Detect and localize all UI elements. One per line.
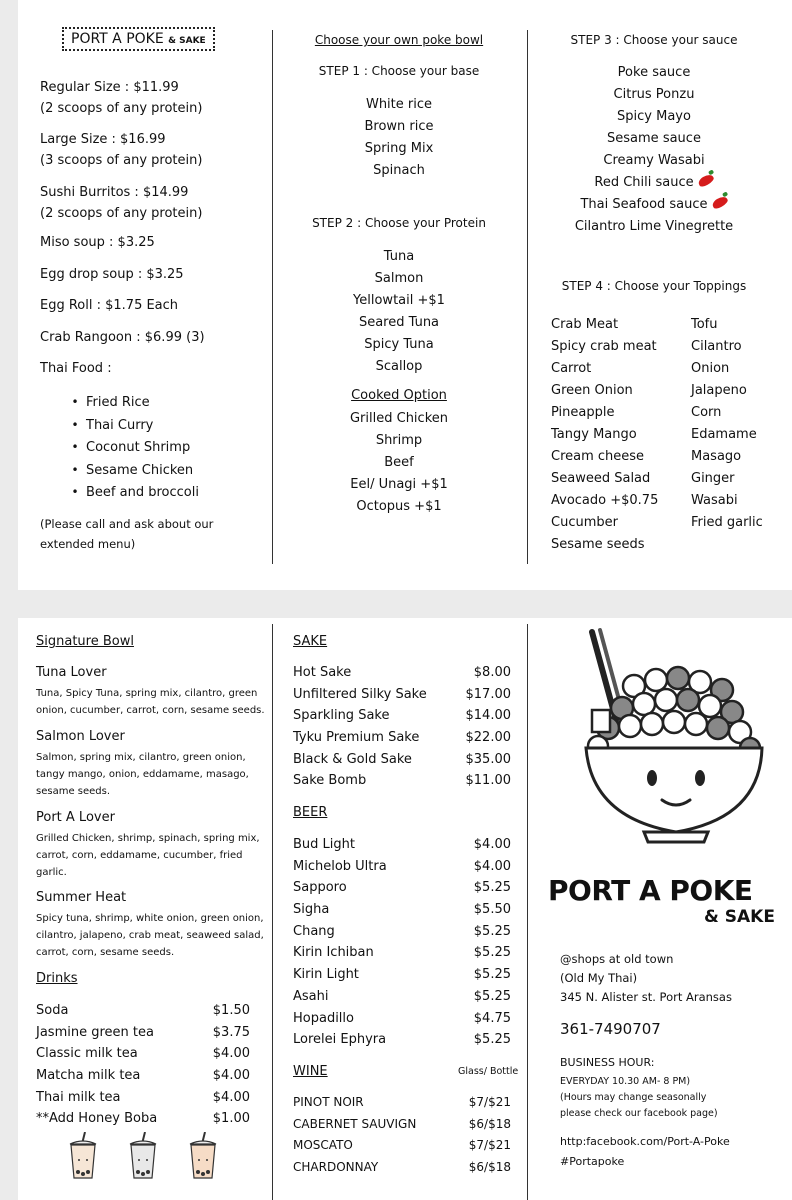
location-block <box>560 950 732 1007</box>
large-size-price: Large Size : $16.99 <box>40 132 166 147</box>
sauce-label: Red Chili sauce <box>594 175 694 190</box>
egg-roll-price: Egg Roll : $1.75 Each <box>40 298 179 313</box>
list-item <box>534 172 774 194</box>
sushi-burrito-note: (2 scoops of any protein) <box>40 206 203 221</box>
list-item: Carrot <box>551 361 592 376</box>
note-line: (Please call and ask about our <box>40 517 214 531</box>
column-divider <box>272 30 273 564</box>
list-item: Wasabi <box>691 493 738 508</box>
address-line: @shops at old town <box>560 952 674 966</box>
item-name: **Add Honey Boba <box>36 1111 158 1127</box>
column-divider <box>527 624 528 1200</box>
list-item: • Sesame Chicken <box>64 459 199 482</box>
item-price: $22.00 <box>465 730 511 746</box>
step4-title: STEP 4 : Choose your Toppings <box>561 279 747 293</box>
list-item <box>293 684 511 706</box>
item-name: Soda <box>36 1003 69 1018</box>
item-price: $4.00 <box>212 1046 250 1062</box>
list-item <box>36 1000 250 1022</box>
list-item: Cilantro Lime Vinegrette <box>574 219 734 234</box>
pricing-list <box>40 77 202 119</box>
list-item: Spinach <box>373 163 425 178</box>
item-price: $11.00 <box>465 773 511 789</box>
boba-cup-icon <box>186 1132 220 1180</box>
list-item <box>293 1008 511 1030</box>
list-item: • Fried Rice <box>64 391 199 414</box>
menu-panel-top <box>18 0 792 590</box>
list-item: Grilled Chicken <box>349 411 448 426</box>
item-price: $4.00 <box>473 837 511 852</box>
item-price: $1.00 <box>212 1111 250 1127</box>
item-price: $6/$18 <box>468 1116 511 1131</box>
thai-food-list <box>64 391 199 504</box>
bowl-description: Grilled Chicken, shrimp, spinach, spring mix, carrot, corn, eddamame, cucumber, fried garlic. <box>36 833 260 878</box>
item-price: $3.75 <box>212 1024 250 1040</box>
list-item <box>293 1135 511 1157</box>
list-item: Tangy Mango <box>551 427 637 442</box>
drinks-list <box>36 1000 250 1130</box>
list-item: Seared Tuna <box>358 315 440 330</box>
list-item: Cucumber <box>551 515 618 530</box>
step3-title: STEP 3 : Choose your sauce <box>570 33 738 47</box>
column-divider <box>272 624 273 1200</box>
list-item <box>293 986 511 1008</box>
list-item: Scallop <box>375 359 423 374</box>
list-item <box>293 899 511 921</box>
logo-text: PORT A POKE <box>71 31 164 47</box>
list-item <box>293 1114 511 1136</box>
list-item <box>293 749 511 771</box>
list-item: Eel/ Unagi +$1 <box>350 477 448 492</box>
hours-line: EVERYDAY 10.30 AM- 8 PM) <box>560 1076 691 1087</box>
item-name: Michelob Ultra <box>293 858 387 874</box>
brand-amp: & SAKE <box>704 907 775 927</box>
phone-number[interactable]: 361-7490707 <box>560 1020 661 1038</box>
list-item: Tofu <box>691 317 718 332</box>
list-item: Tuna <box>383 249 415 264</box>
list-item: • Coconut Shrimp <box>64 436 199 459</box>
list-item: Spicy Tuna <box>364 337 434 352</box>
list-item <box>36 1022 250 1044</box>
item-name: Sake Bomb <box>293 773 367 789</box>
item-price: $4.00 <box>212 1068 250 1084</box>
item-name: Lorelei Ephyra <box>293 1032 387 1048</box>
list-item <box>293 770 511 792</box>
item-price: $5.25 <box>473 1032 511 1048</box>
cooked-option-title: Cooked Option <box>351 388 447 403</box>
list-item: Citrus Ponzu <box>613 87 695 102</box>
list-item: Cilantro <box>691 339 742 354</box>
item-price: $5.25 <box>473 945 511 961</box>
list-item <box>293 856 511 878</box>
item-name: Tyku Premium Sake <box>293 730 420 746</box>
large-size-note: (3 scoops of any protein) <box>40 153 203 168</box>
list-item: Crab Meat <box>551 317 619 332</box>
list-item: White rice <box>365 97 433 112</box>
list-item: Sesame seeds <box>551 537 645 552</box>
step1-title: STEP 1 : Choose your base <box>318 64 480 78</box>
list-item: Jalapeno <box>691 383 747 398</box>
item-name: Asahi <box>293 988 329 1004</box>
list-item: Avocado +$0.75 <box>551 493 659 508</box>
list-item: Brown rice <box>364 119 434 134</box>
sushi-burrito-price: Sushi Burritos : $14.99 <box>40 185 189 200</box>
sauce-label: Thai Seafood sauce <box>580 197 708 212</box>
item-name: Sapporo <box>293 880 347 896</box>
facebook-link[interactable]: http:facebook.com/Port-A-Poke <box>560 1135 730 1148</box>
list-item: Spring Mix <box>364 141 434 156</box>
item-name: Sparkling Sake <box>293 708 390 724</box>
extended-menu-note <box>40 514 213 554</box>
list-item <box>293 662 511 684</box>
item-price: $5.50 <box>473 902 511 918</box>
item-name: Kirin Ichiban <box>293 945 374 961</box>
list-item <box>293 705 511 727</box>
address-line: (Old My Thai) <box>560 971 638 985</box>
item-price: $4.75 <box>473 1010 511 1026</box>
bowl-description: Spicy tuna, shrimp, white onion, green onion, cilantro, jalapeno, crab meat, seaweed salad, carrot, corn, sesame seeds. <box>36 913 264 958</box>
list-item <box>534 194 774 216</box>
item-price: $6/$18 <box>468 1160 511 1175</box>
item-name: Hopadillo <box>293 1010 354 1026</box>
list-item: Yellowtail +$1 <box>353 293 445 308</box>
list-item: Beef <box>384 455 414 470</box>
hours-line: please check our facebook page) <box>560 1108 718 1119</box>
bowl-name: Tuna Lover <box>36 665 107 680</box>
list-item <box>293 1029 511 1051</box>
signature-bowl-title: Signature Bowl <box>36 634 134 649</box>
address-line: 345 N. Alister st. Port Aransas <box>560 990 732 1004</box>
list-item: • Thai Curry <box>64 414 199 437</box>
item-price: $7/$21 <box>468 1138 511 1153</box>
item-price: $5.25 <box>473 923 511 939</box>
list-item: Creamy Wasabi <box>603 153 705 168</box>
item-name: Thai milk tea <box>36 1089 121 1105</box>
list-item: Shrimp <box>375 433 423 448</box>
egg-drop-soup-price: Egg drop soup : $3.25 <box>40 267 184 282</box>
list-item: Poke sauce <box>617 65 691 80</box>
item-name: Chang <box>293 923 335 939</box>
chili-pepper-icon <box>710 195 728 211</box>
wine-list <box>293 1092 511 1179</box>
item-name: PINOT NOIR <box>293 1095 364 1109</box>
list-item: Cream cheese <box>551 449 645 464</box>
list-item: Salmon <box>374 271 424 286</box>
item-name: Hot Sake <box>293 665 352 680</box>
list-item: Pineapple <box>551 405 615 420</box>
item-price: $5.25 <box>473 967 511 983</box>
item-price: $17.00 <box>465 686 511 702</box>
regular-size-price: Regular Size : $11.99 <box>40 80 179 95</box>
item-price: $14.00 <box>465 708 511 724</box>
item-name: Black & Gold Sake <box>293 751 412 767</box>
chili-pepper-icon <box>696 173 714 189</box>
wine-price-header: Glass/ Bottle <box>458 1066 519 1077</box>
drinks-title: Drinks <box>36 971 78 986</box>
item-price: $1.50 <box>212 1003 250 1018</box>
list-item <box>36 1087 250 1109</box>
regular-size-note: (2 scoops of any protein) <box>40 101 203 116</box>
burrito-block <box>40 182 202 224</box>
menu-panel-bottom <box>18 618 792 1200</box>
item-name: Classic milk tea <box>36 1046 138 1062</box>
list-item: Sesame sauce <box>607 131 701 146</box>
bowl-name: Summer Heat <box>36 890 127 905</box>
sake-title: SAKE <box>293 634 328 649</box>
item-name: Sigha <box>293 902 330 918</box>
large-size-block <box>40 129 202 171</box>
choose-bowl-title: Choose your own poke bowl <box>314 33 484 47</box>
sake-list <box>293 662 511 792</box>
item-name: MOSCATO <box>293 1138 353 1153</box>
toppings-left-list <box>551 314 658 556</box>
list-item: Ginger <box>691 471 735 486</box>
item-price: $4.00 <box>473 858 511 874</box>
boba-cup-icon <box>126 1132 160 1180</box>
list-item <box>36 1065 250 1087</box>
item-price: $35.00 <box>465 751 511 767</box>
list-item: • Beef and broccoli <box>64 481 199 504</box>
list-item: Spicy Mayo <box>617 109 691 124</box>
bowl-description: Salmon, spring mix, cilantro, green onion, tangy mango, onion, eddamame, masago, sesame seeds. <box>36 752 249 797</box>
column-divider <box>527 30 528 564</box>
list-item <box>293 834 511 856</box>
hashtag: #Portapoke <box>560 1155 625 1168</box>
list-item: Edamame <box>691 427 757 442</box>
bowl-name: Port A Lover <box>36 810 115 825</box>
item-price: $4.00 <box>212 1089 250 1105</box>
sauce-list <box>534 62 774 238</box>
list-item: Onion <box>691 361 730 376</box>
beer-title: BEER <box>293 805 328 820</box>
header-logo <box>62 27 215 51</box>
brand-name: PORT A POKE <box>548 874 753 907</box>
list-item <box>293 921 511 943</box>
item-price: $8.00 <box>473 665 511 680</box>
item-name: Matcha milk tea <box>36 1068 141 1084</box>
bowl-description: Tuna, Spicy Tuna, spring mix, cilantro, green onion, cucumber, carrot, corn, sesame seeds. <box>36 688 265 716</box>
hours-block <box>560 1074 718 1122</box>
boba-cup-icon <box>66 1132 100 1180</box>
list-item: Spicy crab meat <box>551 339 657 354</box>
item-price: $7/$21 <box>468 1095 511 1109</box>
base-list <box>280 94 518 182</box>
protein-list <box>280 246 518 378</box>
item-name: Kirin Light <box>293 967 359 983</box>
note-line: extended menu) <box>40 537 136 551</box>
wine-title: WINE <box>293 1064 328 1079</box>
bowl-name: Salmon Lover <box>36 729 125 744</box>
list-item: Seaweed Salad <box>551 471 651 486</box>
beer-list <box>293 834 511 1051</box>
list-item <box>36 1108 250 1130</box>
item-name: Bud Light <box>293 837 355 852</box>
bowl-illustration <box>564 628 764 848</box>
item-price: $5.25 <box>473 880 511 896</box>
thai-food-heading: Thai Food : <box>40 361 112 376</box>
list-item: Green Onion <box>551 383 633 398</box>
list-item <box>293 1092 511 1114</box>
miso-soup-price: Miso soup : $3.25 <box>40 235 155 250</box>
list-item <box>293 964 511 986</box>
list-item <box>36 1043 250 1065</box>
item-name: Jasmine green tea <box>36 1024 154 1040</box>
business-hour-title: BUSINESS HOUR: <box>560 1056 655 1069</box>
cooked-list <box>280 408 518 518</box>
logo-amp-text: & SAKE <box>168 36 206 46</box>
social-block <box>560 1132 730 1172</box>
hours-line: (Hours may change seasonally <box>560 1092 707 1103</box>
list-item <box>293 877 511 899</box>
list-item <box>293 727 511 749</box>
item-name: CHARDONNAY <box>293 1160 379 1175</box>
toppings-right-list <box>691 314 763 534</box>
step2-title: STEP 2 : Choose your Protein <box>312 216 486 230</box>
list-item: Corn <box>691 405 722 420</box>
list-item: Fried garlic <box>691 515 763 530</box>
item-name: Unfiltered Silky Sake <box>293 686 427 702</box>
list-item <box>293 1157 511 1179</box>
list-item: Octopus +$1 <box>356 499 442 514</box>
list-item <box>293 942 511 964</box>
item-name: CABERNET SAUVIGN <box>293 1116 417 1131</box>
item-price: $5.25 <box>473 988 511 1004</box>
crab-rangoon-price: Crab Rangoon : $6.99 (3) <box>40 330 205 345</box>
list-item: Masago <box>691 449 742 464</box>
